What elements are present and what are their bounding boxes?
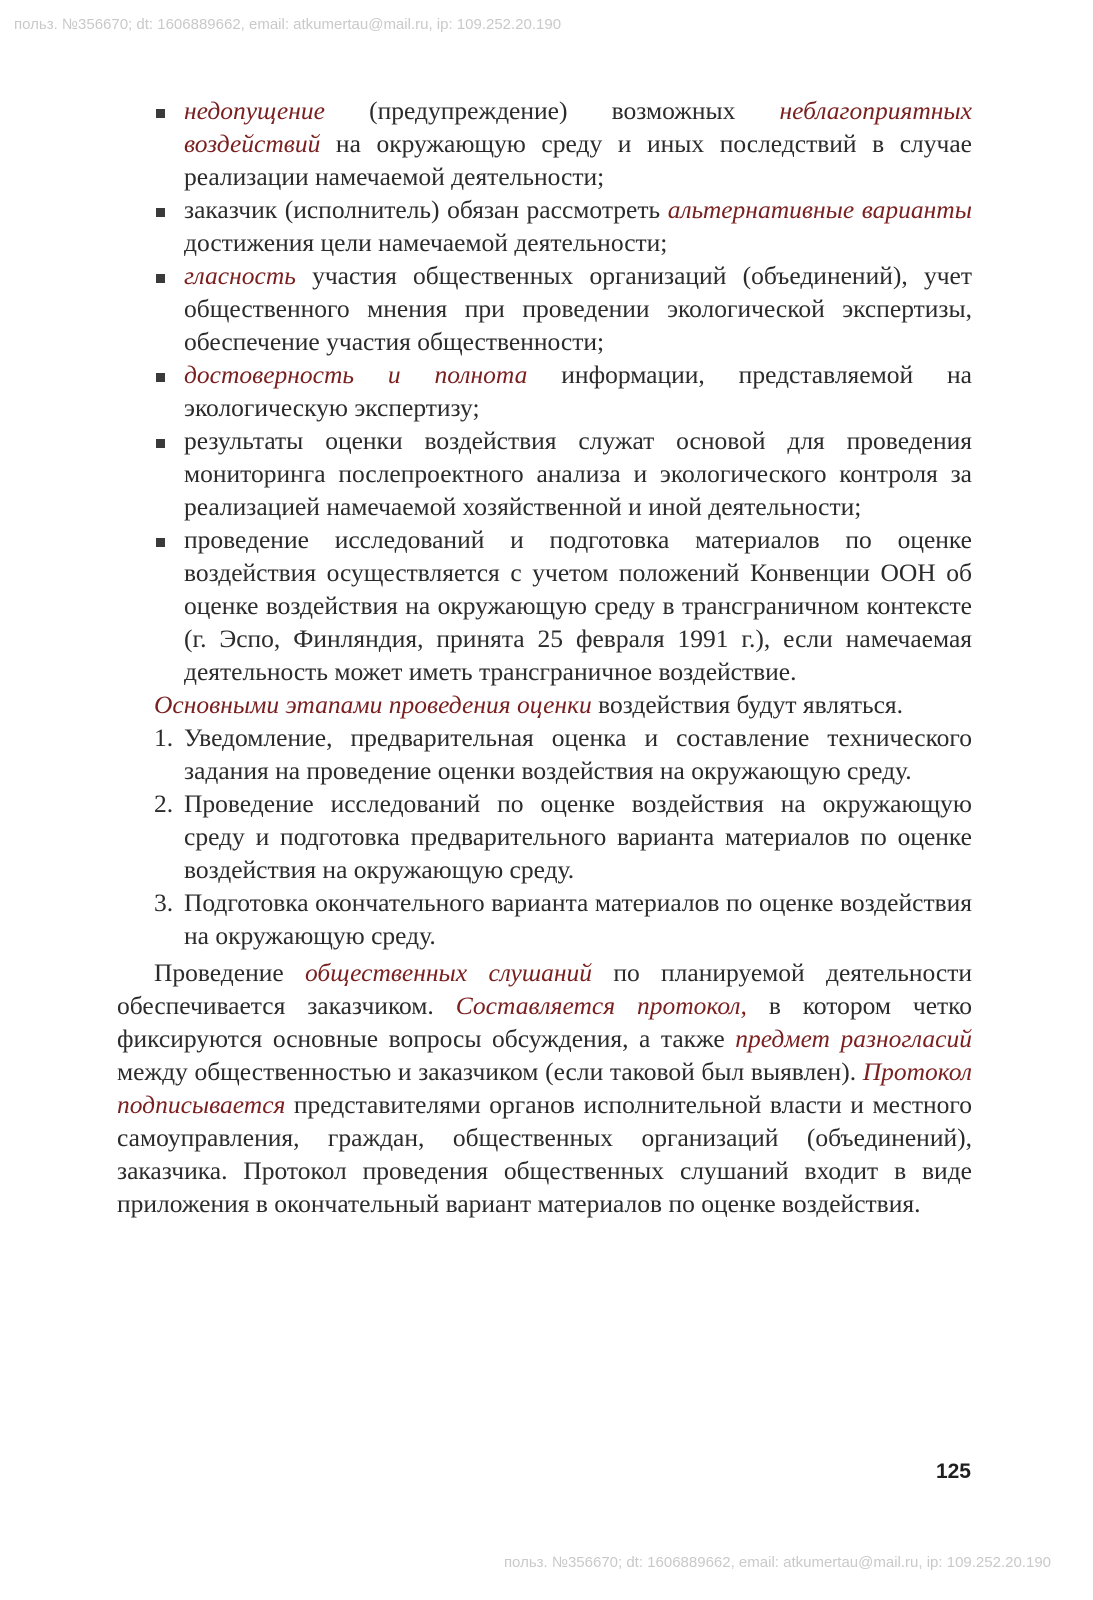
stage-text: Проведение исследований по оценке воздействия на окружающую среду и подготовка предварительного варианта материалов по оценке воздействия на окружающую среду. <box>184 789 972 884</box>
text-run: воздействия будут являться. <box>591 690 904 719</box>
watermark-bottom: польз. №356670; dt: 1606889662, email: atkumertau@mail.ru, ip: 109.252.20.190 <box>503 1554 1051 1571</box>
bullet-item <box>117 94 972 193</box>
public-hearings-paragraph <box>117 956 972 1220</box>
bullet-item <box>117 523 972 688</box>
watermark-top: польз. №356670; dt: 1606889662, email: atkumertau@mail.ru, ip: 109.252.20.190 <box>14 16 562 33</box>
emphasized-term: неблагоприятных воздействий <box>184 96 972 158</box>
page-number: 125 <box>935 1460 971 1483</box>
emphasized-term: гласность <box>184 261 296 290</box>
emphasized-term: недопущение <box>184 96 325 125</box>
stage-number: 3. <box>154 888 174 917</box>
emphasized-term: Основными этапами проведения оценки <box>154 690 592 719</box>
bullet-item <box>117 193 972 259</box>
emphasized-term: Протокол подписывается <box>117 1057 972 1119</box>
text-run: информации, представляемой на экологическую экспертизу; <box>184 360 972 422</box>
text-run: (предупреждение) возможных <box>324 96 780 125</box>
page-body <box>117 94 972 1220</box>
text-run: заказчик (исполнитель) обязан рассмотреть <box>184 195 668 224</box>
bullet-item <box>117 424 972 523</box>
text-run: проведение исследований и подготовка материалов по оценке воздействия осуществляется с учетом положений Конвенции ООН об оценке воздействия на окружающую среду в трансграничном контексте (г. Эспо, Финляндия, принята 25 февраля 1991 г.), если намечаемая деятельность может иметь трансграничное воздействие. <box>184 525 972 686</box>
stage-text: Подготовка окончательного варианта материалов по оценке воздействия на окружающую среду. <box>184 888 972 950</box>
bullet-item <box>117 259 972 358</box>
text-run: по планируемой деятельности обеспечивается заказчиком. <box>117 958 972 1020</box>
text-run: результаты оценки воздействия служат основой для проведения мониторинга послепроектного анализа и экологического контроля за реализацией намечаемой хозяйственной и иной деятельности; <box>184 426 972 521</box>
text-run: между общественностью и заказчиком (если таковой был выявлен). <box>117 1057 863 1086</box>
text-run: в котором четко фиксируются основные вопросы обсуждения, а также <box>117 991 973 1053</box>
stage-item <box>117 787 972 886</box>
stage-item <box>117 721 972 787</box>
text-run: представителями органов исполнительной власти и местного самоуправления, граждан, общественных организаций (объединений), заказчика. Протокол проведения общественных слушаний входит в виде приложения в окончательный вариант материалов по оценке воздействия. <box>117 1090 972 1218</box>
bullet-item <box>117 358 972 424</box>
text-run: участия общественных организаций (объединений), учет общественного мнения при проведении экологической экспертизы, обеспечение участия общественности; <box>184 261 972 356</box>
stage-number: 1. <box>154 723 174 752</box>
stages-intro-paragraph <box>117 688 972 721</box>
stage-number: 2. <box>154 789 174 818</box>
text-run: на окружающую среду и иных последствий в случае реализации намечаемой деятельности; <box>184 129 972 191</box>
text-run: Проведение <box>154 958 306 987</box>
emphasized-term: альтернативные варианты <box>667 195 972 224</box>
stage-item <box>117 886 972 952</box>
stage-text: Уведомление, предварительная оценка и составление технического задания на проведение оценки воздействия на окружающую среду. <box>184 723 972 785</box>
stages-list <box>117 721 972 952</box>
text-run: достижения цели намечаемой деятельности; <box>184 228 668 257</box>
emphasized-term: Составляется протокол, <box>455 991 747 1020</box>
emphasized-term: общественных слушаний <box>305 958 593 987</box>
principles-list <box>117 94 972 688</box>
emphasized-term: предмет разногласий <box>735 1024 972 1053</box>
emphasized-term: достоверность и полнота <box>184 360 528 389</box>
